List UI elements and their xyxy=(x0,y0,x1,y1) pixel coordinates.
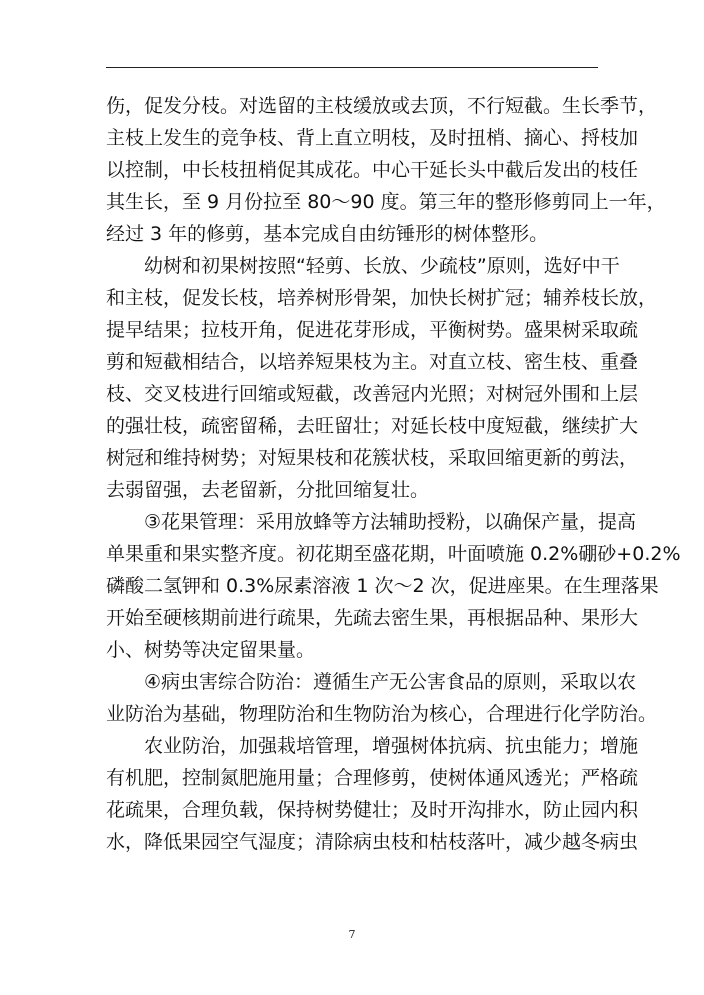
paragraph-agricultural-control xyxy=(106,730,639,858)
text-line: 主枝上发生的竞争枝、背上直立明枝，及时扭梢、摘心、捋枝加 xyxy=(106,127,639,149)
text-line: 枝、交叉枝进行回缩或短截，改善冠内光照；对树冠外围和上层 xyxy=(106,383,639,405)
text-line: 有机肥，控制氮肥施用量；合理修剪，使树体通风透光；严格疏 xyxy=(106,767,639,789)
text-line: 树冠和维持树势；对短果枝和花簇状枝，采取回缩更新的剪法， xyxy=(106,447,639,469)
text-line: 其生长，至 9 月份拉至 80～90 度。第三年的整形修剪同上一年， xyxy=(106,191,666,213)
document-body xyxy=(106,90,681,858)
text-line: 水，降低果园空气湿度；清除病虫枝和枯枝落叶，减少越冬病虫 xyxy=(106,831,639,853)
text-line: 磷酸二氢钾和 0.3%尿素溶液 1 次～2 次，促进座果。在生理落果 xyxy=(106,575,659,597)
text-line: 以控制，中长枝扭梢促其成花。中心干延长头中截后发出的枝任 xyxy=(106,159,639,181)
text-line: 剪和短截相结合，以培养短果枝为主。对直立枝、密生枝、重叠 xyxy=(106,351,639,373)
text-line: 和主枝，促发长枝，培养树形骨架，加快长树扩冠；辅养枝长放， xyxy=(106,287,658,309)
paragraph-flower-fruit-management xyxy=(106,506,681,666)
text-line: 开始至硬核期前进行疏果，先疏去密生果，再根据品种、果形大 xyxy=(106,607,639,629)
text-line: 小、树势等决定留果量。 xyxy=(106,639,316,661)
header-rule xyxy=(106,67,598,68)
page-number: 7 xyxy=(348,928,356,941)
paragraph-young-and-fruiting-trees xyxy=(106,250,658,506)
text-line: ④病虫害综合防治：遵循生产无公害食品的原则，采取以农 xyxy=(144,671,637,693)
text-line: 经过 3 年的修剪，基本完成自由纺锤形的树体整形。 xyxy=(106,223,549,245)
text-line: 幼树和初果树按照“轻剪、长放、少疏枝”原则，选好中干 xyxy=(144,255,620,277)
text-line: 的强壮枝，疏密留稀，去旺留壮；对延长枝中度短截，继续扩大 xyxy=(106,415,639,437)
text-line: 伤，促发分枝。对选留的主枝缓放或去顶，不行短截。生长季节， xyxy=(106,95,658,117)
text-line: 花疏果，合理负载，保持树势健壮；及时开沟排水，防止园内积 xyxy=(106,799,639,821)
text-line: ③花果管理：采用放蜂等方法辅助授粉，以确保产量，提高 xyxy=(144,511,637,533)
text-line: 单果重和果实整齐度。初花期至盛花期，叶面喷施 0.2%硼砂+0.2% xyxy=(106,543,681,565)
text-line: 去弱留强，去老留新，分批回缩复壮。 xyxy=(106,479,430,501)
paragraph-pest-control xyxy=(106,666,658,730)
text-line: 提早结果；拉枝开角，促进花芽形成，平衡树势。盛果树采取疏 xyxy=(106,319,639,341)
paragraph-pruning-young-trees xyxy=(106,90,666,250)
text-line: 农业防治，加强栽培管理，增强树体抗病、抗虫能力；增施 xyxy=(144,735,639,757)
text-line: 业防治为基础，物理防治和生物防治为核心，合理进行化学防治。 xyxy=(106,703,658,725)
